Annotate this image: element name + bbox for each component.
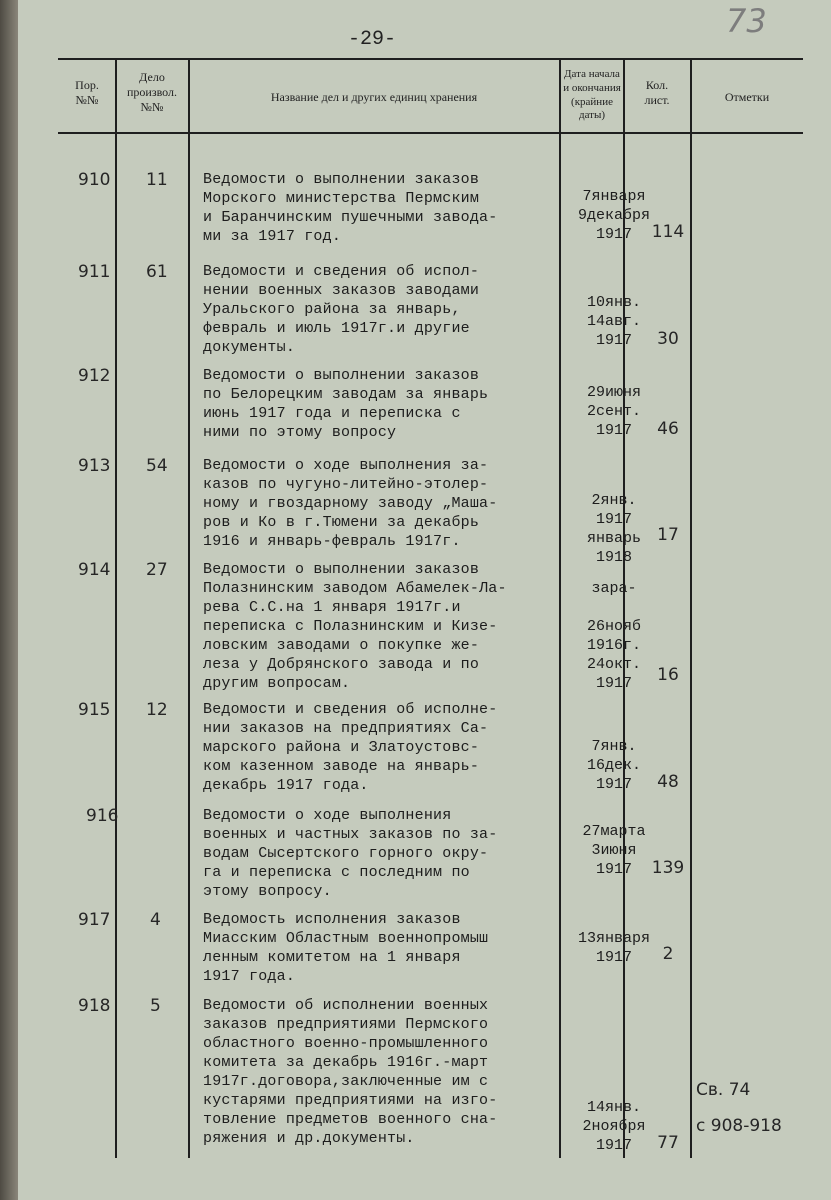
row-910-sheets: 114: [651, 222, 685, 242]
row-917-title: Ведомость исполнения заказов Миасским Областным военнопромыш ленным комитетом на 1 января 1917 года.: [203, 911, 489, 985]
row-914-sheets: 16: [657, 665, 679, 685]
page-number: -29-: [348, 28, 397, 51]
row-915-title: Ведомости и сведения об исполне- нии заказов на предприятиях Са- марского района и Златоустовс- ком казенном заводе на январь- декабрь 1917 года.: [203, 701, 498, 794]
row-913-sheets: 17: [657, 525, 679, 545]
row-912-no: 912: [78, 366, 111, 386]
row-911-sheets: 30: [657, 329, 679, 349]
note-box-number: Св. 74: [696, 1080, 751, 1100]
row-912-dates: 29июня 2сент. 1917: [586, 384, 641, 439]
row-918-title: Ведомости об исполнении военных заказов предприятиями Пермского областного военно-промышленного комитета за декабрь 1916г.-март 1917г.договора,заключенные им с кустарями предприятиями на изго- товление предметов военного сна- ряжения и др.документы.: [203, 997, 498, 1147]
document-page: [18, 0, 831, 1200]
row-910-case: 11: [146, 170, 168, 190]
row-915-no: 915: [78, 700, 111, 720]
row-913-dates: 2янв. 1917 январь 1918: [586, 492, 641, 566]
row-914-no: 914: [78, 560, 111, 580]
column-rule-2: [188, 58, 190, 1158]
header-col-dates: Дата начала и окончания (крайние даты): [563, 68, 621, 122]
row-913-title: Ведомости о ходе выполнения за- казов по чугуно-литейно-этолер- ному и гвоздарному заводу „Маша- ров и Ко в г.Тюмени за декабрь 1916 и январь-февраль 1917г.: [203, 457, 498, 550]
note-range: с 908-918: [696, 1116, 782, 1136]
row-913-case: 54: [146, 456, 168, 476]
row-917-no: 917: [78, 910, 111, 930]
row-917-case: 4: [150, 910, 161, 930]
row-914-title: Ведомости о выполнении заказов Полазнинским заводом Абамелек-Ла- рева С.С.на 1 января 1917г.и переписка с Полазнинским и Кизе- ловским заводами о покупке же- леза у Добрянского завода и по другим вопросам.: [203, 561, 507, 692]
header-col-no: Пор. №№: [75, 78, 99, 107]
row-911-no: 911: [78, 262, 111, 282]
row-918-case: 5: [150, 996, 161, 1016]
row-917-dates: 13января 1917: [577, 930, 650, 966]
row-912-title: Ведомости о выполнении заказов по Белорецким заводам за январь июнь 1917 года и переписка с ними по этому вопросу: [203, 367, 489, 441]
row-916-dates: 27марта 3июня 1917: [582, 823, 646, 878]
row-916-no: 916: [86, 806, 119, 826]
row-915-case: 12: [146, 700, 168, 720]
row-910-title: Ведомости о выполнении заказов Морского министерства Пермским и Баранчинским пушечными завода- ми за 1917 год.: [203, 171, 498, 245]
row-914-case: 27: [146, 560, 168, 580]
row-915-sheets: 48: [657, 772, 679, 792]
row-918-dates: 14янв. 2ноября 1917: [582, 1099, 646, 1154]
row-918-no: 918: [78, 996, 111, 1016]
header-col-title: Название дел и других единиц хранения: [270, 90, 478, 104]
column-rule-1: [115, 58, 117, 1158]
row-915-dates: 7янв. 16дек. 1917: [586, 738, 641, 793]
header-col-case: Дело произвол. №№: [127, 70, 177, 114]
row-914-dates: зара- 26нояб 1916г. 24окт. 1917: [586, 580, 641, 692]
row-917-sheets: 2: [662, 944, 674, 964]
row-916-title: Ведомости о ходе выполнения военных и частных заказов по за- водам Сысертского горного окру- га и переписка с последним по этому вопросу.: [203, 807, 498, 900]
row-910-no: 910: [78, 170, 111, 190]
row-910-dates: 7января 9декабря 1917: [577, 188, 650, 243]
row-912-sheets: 46: [657, 419, 679, 439]
row-913-no: 913: [78, 456, 111, 476]
row-911-case: 61: [146, 262, 168, 282]
header-col-notes: Отметки: [724, 90, 770, 104]
archive-sheet-number: 73: [726, 2, 767, 40]
header-col-sheets: Кол. лист.: [644, 78, 670, 107]
row-911-dates: 10янв. 14авг. 1917: [586, 294, 641, 349]
row-916-sheets: 139: [651, 858, 685, 878]
scan-edge: [0, 0, 18, 1200]
row-918-sheets: 77: [657, 1133, 679, 1153]
row-911-title: Ведомости и сведения об испол- нении военных заказов заводами Уральского района за январь, февраль и июль 1917г.и другие документы.: [203, 263, 480, 356]
